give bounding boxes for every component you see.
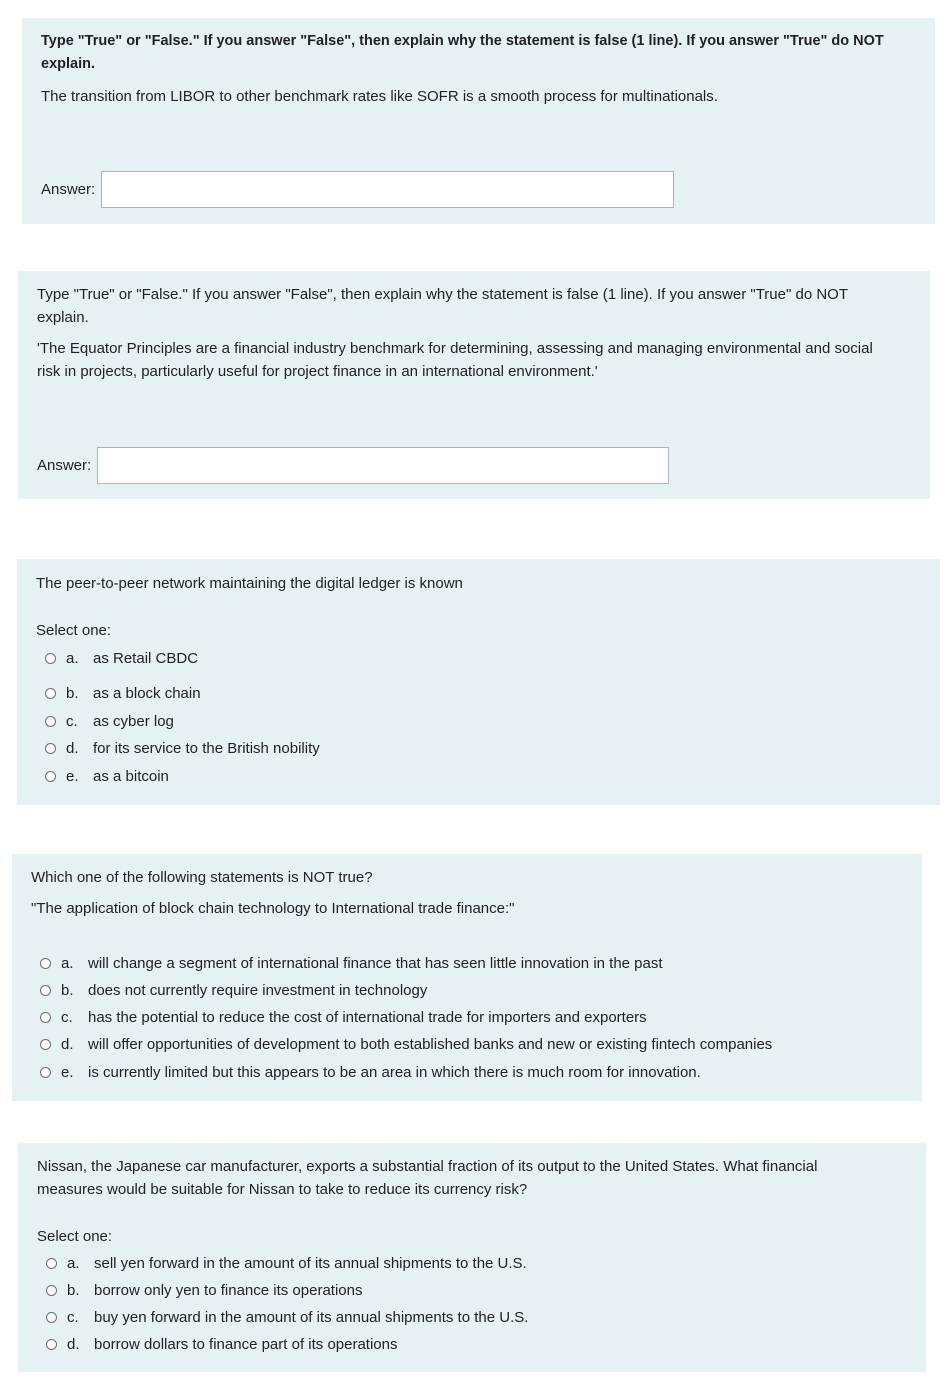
option-text: as Retail CBDC [93,649,199,667]
radio-icon[interactable] [40,985,51,996]
option-letter: a. [66,649,79,667]
q1-statement: The transition from LIBOR to other benchmark rates like SOFR is a smooth process for multinationals. [41,88,718,105]
radio-icon[interactable] [45,771,56,782]
q5-question-line1: Nissan, the Japanese car manufacturer, exports a substantial fraction of its output to the United States. What financial [37,1158,818,1175]
option-text: is currently limited but this appears to be an area in which there is much room for innovation. [88,1063,701,1081]
option-letter: b. [66,684,79,702]
option-text: does not currently require investment in technology [88,981,428,999]
option-text: will offer opportunities of development to both established banks and new or existing fintech companies [88,1035,773,1053]
q2-statement-line2: risk in projects, particularly useful for project finance in an international environment.' [37,363,598,380]
q2-answer-input[interactable] [97,447,669,484]
radio-icon[interactable] [46,1258,57,1269]
option-letter: d. [66,739,79,757]
q4-option-d[interactable] [40,1033,772,1055]
option-text: as cyber log [93,712,174,730]
option-letter: d. [61,1035,74,1053]
q3-question: The peer-to-peer network maintaining the digital ledger is known [36,575,463,592]
radio-icon[interactable] [45,653,56,664]
option-letter: b. [61,981,74,999]
q1-instruction-line2: explain. [41,56,95,72]
option-letter: d. [67,1335,80,1353]
question-card-4 [12,854,922,1101]
q2-instruction-line1: Type "True" or "False." If you answer "False", then explain why the statement is false (1 line). If you answer "True" do NOT [37,286,848,303]
option-letter: c. [61,1008,73,1026]
option-letter: c. [67,1308,79,1326]
q4-option-e[interactable] [40,1061,701,1083]
option-text: for its service to the British nobility [93,739,320,757]
option-letter: b. [67,1281,80,1299]
q4-option-b[interactable] [40,979,427,1001]
option-text: sell yen forward in the amount of its annual shipments to the U.S. [94,1254,527,1272]
option-letter: c. [66,712,78,730]
q4-option-c[interactable] [40,1006,647,1028]
option-text: will change a segment of international finance that has seen little innovation in the past [88,954,663,972]
question-card-5 [18,1143,926,1372]
radio-icon[interactable] [46,1285,57,1296]
q2-instruction-line2: explain. [37,309,89,326]
option-text: borrow only yen to finance its operations [94,1281,363,1299]
q5-select-label: Select one: [37,1228,113,1245]
q1-answer-label: Answer: [41,181,96,198]
option-text: as a bitcoin [93,767,169,785]
q2-statement-line1: 'The Equator Principles are a financial industry benchmark for determining, assessing and managing environmental and social [37,340,873,357]
q5-option-b[interactable] [46,1279,362,1301]
q1-answer-input[interactable] [101,171,674,208]
q5-option-d[interactable] [46,1333,398,1355]
q4-question: Which one of the following statements is NOT true? [31,869,373,886]
option-letter: a. [67,1254,80,1272]
radio-icon[interactable] [46,1312,57,1323]
q4-quote: "The application of block chain technology to International trade finance:" [31,900,515,917]
q3-select-label: Select one: [36,622,112,639]
radio-icon[interactable] [45,716,56,727]
q2-answer-label: Answer: [37,457,92,474]
q5-question-line2: measures would be suitable for Nissan to take to reduce its currency risk? [37,1181,528,1198]
option-text: buy yen forward in the amount of its annual shipments to the U.S. [94,1308,529,1326]
question-card-1 [22,18,935,224]
q3-option-b[interactable] [45,682,201,704]
option-letter: a. [61,954,74,972]
radio-icon[interactable] [40,1067,51,1078]
radio-icon[interactable] [40,1012,51,1023]
q1-instruction-line1: Type "True" or "False." If you answer "False", then explain why the statement is false (1 line). If you answer "True" do NOT [41,33,884,49]
radio-icon[interactable] [40,1039,51,1050]
radio-icon[interactable] [45,743,56,754]
question-card-3 [17,559,940,805]
radio-icon[interactable] [40,958,51,969]
q3-option-e[interactable] [45,765,169,787]
radio-icon[interactable] [46,1339,57,1350]
radio-icon[interactable] [45,688,56,699]
option-letter: e. [66,767,79,785]
option-letter: e. [61,1063,74,1081]
q3-option-c[interactable] [45,710,174,732]
q4-option-a[interactable] [40,952,663,974]
q3-option-d[interactable] [45,737,320,759]
option-text: borrow dollars to finance part of its operations [94,1335,398,1353]
option-text: has the potential to reduce the cost of international trade for importers and exporters [88,1008,647,1026]
question-card-2 [18,271,930,499]
option-text: as a block chain [93,684,201,702]
q3-option-a[interactable] [45,647,198,669]
q5-option-a[interactable] [46,1252,527,1274]
q5-option-c[interactable] [46,1306,528,1328]
